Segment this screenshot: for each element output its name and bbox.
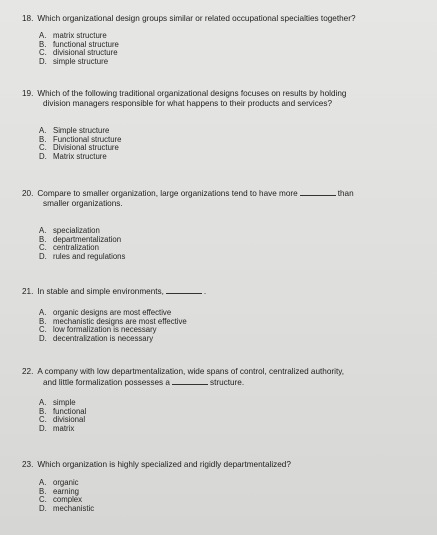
option-d[interactable] bbox=[39, 253, 125, 262]
option-letter: D. bbox=[39, 56, 47, 66]
answer-options bbox=[39, 227, 125, 261]
answer-blank[interactable] bbox=[166, 286, 202, 294]
option-text: simple bbox=[53, 398, 76, 407]
option-letter: B. bbox=[39, 406, 47, 416]
option-text: low formalization is necessary bbox=[53, 325, 157, 335]
option-text: centralization bbox=[53, 243, 99, 253]
option-letter: B. bbox=[39, 234, 47, 244]
option-letter: D. bbox=[39, 151, 47, 161]
option-letter: A. bbox=[39, 226, 47, 235]
option-d[interactable] bbox=[39, 505, 94, 514]
question-text-line2 bbox=[22, 377, 430, 388]
option-letter: C. bbox=[39, 48, 47, 58]
question-text-line2-lead: and little formalization possesses a bbox=[43, 378, 170, 387]
option-text: Functional structure bbox=[53, 134, 122, 144]
option-d[interactable] bbox=[39, 335, 187, 344]
question-number: 23. bbox=[22, 460, 34, 469]
question-text: Which organization is highly specialized and rigidly departmentalized? bbox=[37, 460, 291, 469]
option-letter: B. bbox=[39, 486, 47, 496]
option-letter: D. bbox=[39, 423, 47, 433]
question-text-tail: structure. bbox=[209, 378, 245, 387]
option-text: functional bbox=[53, 406, 87, 416]
question-number: 18. bbox=[22, 14, 34, 23]
question-text: A company with low departmentalization, wide spans of control, centralized authority, bbox=[37, 367, 344, 376]
question-stem bbox=[22, 89, 430, 109]
option-letter: B. bbox=[39, 316, 47, 326]
option-text: mechanistic designs are most effective bbox=[53, 316, 187, 326]
question-stem bbox=[22, 460, 430, 470]
question-text: Which of the following traditional organizational designs focuses on results by holding bbox=[37, 89, 347, 98]
answer-options bbox=[39, 32, 119, 66]
option-text: departmentalization bbox=[53, 234, 122, 244]
option-text: organic designs are most effective bbox=[53, 308, 172, 317]
option-letter: C. bbox=[39, 325, 47, 335]
option-text: earning bbox=[53, 486, 80, 496]
question-text-tail: . bbox=[203, 287, 207, 296]
question-number: 19. bbox=[22, 89, 34, 98]
answer-options bbox=[39, 479, 94, 513]
option-letter: B. bbox=[39, 134, 47, 144]
option-letter: A. bbox=[39, 478, 47, 487]
question-stem bbox=[22, 367, 430, 388]
question-text: Which organizational design groups similar or related occupational specialties together? bbox=[37, 14, 356, 23]
answer-options bbox=[39, 127, 121, 161]
question-text-line2: division managers responsible for what happens to their products and services? bbox=[43, 99, 332, 108]
option-letter: A. bbox=[39, 31, 47, 40]
question-text-line2: smaller organizations. bbox=[43, 199, 123, 208]
option-letter: C. bbox=[39, 143, 47, 153]
option-text: Divisional structure bbox=[53, 143, 119, 153]
question-number: 22. bbox=[22, 367, 34, 376]
option-text: decentralization is necessary bbox=[53, 333, 154, 343]
option-text: functional structure bbox=[53, 39, 119, 49]
answer-blank[interactable] bbox=[300, 188, 336, 196]
option-d[interactable] bbox=[39, 153, 121, 162]
question-stem bbox=[22, 188, 430, 209]
answer-blank[interactable] bbox=[172, 377, 208, 385]
option-text: complex bbox=[53, 495, 83, 505]
option-text: organic bbox=[53, 478, 79, 487]
option-text: divisional structure bbox=[53, 48, 118, 58]
option-d[interactable] bbox=[39, 58, 119, 67]
option-text: Matrix structure bbox=[53, 151, 107, 161]
option-letter: B. bbox=[39, 39, 47, 49]
question-text-tail: than bbox=[337, 189, 354, 198]
option-text: rules and regulations bbox=[53, 251, 126, 261]
option-letter: C. bbox=[39, 243, 47, 253]
option-text: simple structure bbox=[53, 56, 109, 66]
question-number: 20. bbox=[22, 189, 34, 198]
question-stem bbox=[22, 14, 430, 24]
option-letter: C. bbox=[39, 415, 47, 425]
option-text: mechanistic bbox=[53, 503, 95, 513]
option-d[interactable] bbox=[39, 425, 86, 434]
option-text: matrix bbox=[53, 423, 75, 433]
option-letter: A. bbox=[39, 308, 47, 317]
option-letter: D. bbox=[39, 251, 47, 261]
option-letter: D. bbox=[39, 503, 47, 513]
option-letter: A. bbox=[39, 126, 47, 135]
question-text: Compare to smaller organization, large organizations tend to have more bbox=[37, 189, 298, 198]
question-text: In stable and simple environments, bbox=[37, 287, 164, 296]
option-text: divisional bbox=[53, 415, 86, 425]
question-number: 21. bbox=[22, 287, 34, 296]
option-letter: C. bbox=[39, 495, 47, 505]
option-text: specialization bbox=[53, 226, 100, 235]
answer-options bbox=[39, 399, 86, 433]
option-letter: A. bbox=[39, 398, 47, 407]
answer-options bbox=[39, 309, 187, 343]
option-letter: D. bbox=[39, 333, 47, 343]
option-text: matrix structure bbox=[53, 31, 107, 40]
option-text: Simple structure bbox=[53, 126, 110, 135]
question-stem bbox=[22, 286, 430, 297]
